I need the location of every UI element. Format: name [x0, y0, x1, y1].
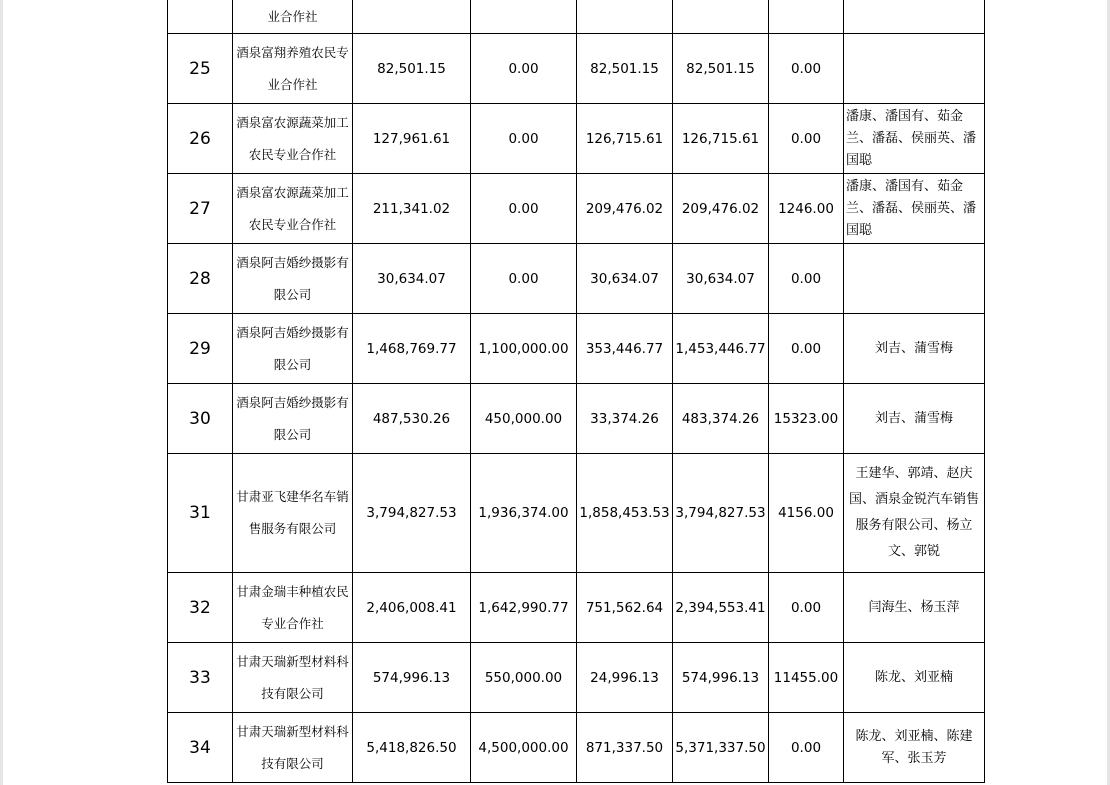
- amount-cell: 0.00: [471, 104, 577, 174]
- amount-cell: [471, 0, 577, 34]
- amount-cell: 1,642,990.77: [471, 573, 577, 643]
- amount-cell: 24,996.13: [577, 643, 673, 713]
- row-number: 33: [168, 643, 233, 713]
- amount-cell: 209,476.02: [673, 174, 769, 244]
- amount-cell: 2,406,008.41: [353, 573, 471, 643]
- amount-cell: 1,858,453.53: [577, 454, 673, 573]
- related-persons: [844, 0, 985, 34]
- related-persons: 陈龙、刘亚楠、陈建军、张玉芳: [844, 713, 985, 783]
- amount-cell: 0.00: [769, 104, 844, 174]
- amount-cell: 0.00: [769, 244, 844, 314]
- amount-cell: 450,000.00: [471, 384, 577, 454]
- row-number: 30: [168, 384, 233, 454]
- row-number: [168, 0, 233, 34]
- table-row: [168, 174, 985, 244]
- amount-cell: [577, 0, 673, 34]
- amount-cell: 211,341.02: [353, 174, 471, 244]
- company-name: 甘肃天瑞新型材料科技有限公司: [233, 713, 353, 783]
- amount-cell: 126,715.61: [577, 104, 673, 174]
- company-name: 酒泉阿吉婚纱摄影有限公司: [233, 384, 353, 454]
- row-number: 32: [168, 573, 233, 643]
- table-row: [168, 643, 985, 713]
- amount-cell: 871,337.50: [577, 713, 673, 783]
- company-name: 甘肃亚飞建华名车销售服务有限公司: [233, 454, 353, 573]
- related-persons: 王建华、郭靖、赵庆国、酒泉金锐汽车销售服务有限公司、杨立文、郭锐: [844, 454, 985, 573]
- amount-cell: 1246.00: [769, 174, 844, 244]
- amount-cell: 3,794,827.53: [673, 454, 769, 573]
- amount-cell: 15323.00: [769, 384, 844, 454]
- amount-cell: 0.00: [769, 34, 844, 104]
- amount-cell: 1,100,000.00: [471, 314, 577, 384]
- amount-cell: 574,996.13: [673, 643, 769, 713]
- table-row: [168, 104, 985, 174]
- amount-cell: 0.00: [769, 713, 844, 783]
- amount-cell: 0.00: [471, 174, 577, 244]
- row-number: 26: [168, 104, 233, 174]
- amount-cell: 0.00: [471, 244, 577, 314]
- table-row: [168, 314, 985, 384]
- amount-cell: 353,446.77: [577, 314, 673, 384]
- company-name: 甘肃金瑞丰种植农民专业合作社: [233, 573, 353, 643]
- amount-cell: 550,000.00: [471, 643, 577, 713]
- amount-cell: 30,634.07: [673, 244, 769, 314]
- amount-cell: 127,961.61: [353, 104, 471, 174]
- amount-cell: 30,634.07: [577, 244, 673, 314]
- company-name: 酒泉富农源蔬菜加工农民专业合作社: [233, 174, 353, 244]
- amount-cell: 1,936,374.00: [471, 454, 577, 573]
- amount-cell: 4156.00: [769, 454, 844, 573]
- company-name: 甘肃天瑞新型材料科技有限公司: [233, 643, 353, 713]
- amount-cell: 0.00: [471, 34, 577, 104]
- amount-cell: 574,996.13: [353, 643, 471, 713]
- amount-cell: 82,501.15: [673, 34, 769, 104]
- row-number: 28: [168, 244, 233, 314]
- table-row: [168, 34, 985, 104]
- amount-cell: 11455.00: [769, 643, 844, 713]
- related-persons: 刘吉、蒲雪梅: [844, 384, 985, 454]
- related-persons: [844, 244, 985, 314]
- amount-cell: 5,371,337.50: [673, 713, 769, 783]
- company-name: 酒泉富翔养殖农民专业合作社: [233, 34, 353, 104]
- row-number: 31: [168, 454, 233, 573]
- table-row: [168, 713, 985, 783]
- related-persons: 潘康、潘国有、茹金兰、潘磊、侯丽英、潘国聪: [844, 104, 985, 174]
- amount-cell: 1,453,446.77: [673, 314, 769, 384]
- amount-cell: 487,530.26: [353, 384, 471, 454]
- table-row: [168, 244, 985, 314]
- company-name: 业合作社: [233, 0, 353, 34]
- related-persons: 潘康、潘国有、茹金兰、潘磊、侯丽英、潘国聪: [844, 174, 985, 244]
- table-row: [168, 0, 985, 34]
- amount-cell: 0.00: [769, 314, 844, 384]
- amount-cell: 82,501.15: [353, 34, 471, 104]
- amount-cell: 483,374.26: [673, 384, 769, 454]
- row-number: 27: [168, 174, 233, 244]
- amount-cell: [353, 0, 471, 34]
- table-row: [168, 573, 985, 643]
- amount-cell: 1,468,769.77: [353, 314, 471, 384]
- company-name: 酒泉阿吉婚纱摄影有限公司: [233, 314, 353, 384]
- amount-cell: 209,476.02: [577, 174, 673, 244]
- amount-cell: [769, 0, 844, 34]
- company-name: 酒泉阿吉婚纱摄影有限公司: [233, 244, 353, 314]
- amount-cell: 30,634.07: [353, 244, 471, 314]
- amount-cell: 33,374.26: [577, 384, 673, 454]
- related-persons: 陈龙、刘亚楠: [844, 643, 985, 713]
- amount-cell: 4,500,000.00: [471, 713, 577, 783]
- amount-cell: 751,562.64: [577, 573, 673, 643]
- related-persons: 刘吉、蒲雪梅: [844, 314, 985, 384]
- amount-cell: 2,394,553.41: [673, 573, 769, 643]
- amount-cell: [673, 0, 769, 34]
- related-persons: 闫海生、杨玉萍: [844, 573, 985, 643]
- amount-cell: 5,418,826.50: [353, 713, 471, 783]
- related-persons: [844, 34, 985, 104]
- amount-cell: 82,501.15: [577, 34, 673, 104]
- row-number: 25: [168, 34, 233, 104]
- row-number: 29: [168, 314, 233, 384]
- amount-cell: 3,794,827.53: [353, 454, 471, 573]
- row-number: 34: [168, 713, 233, 783]
- amount-cell: 0.00: [769, 573, 844, 643]
- table-row: [168, 454, 985, 573]
- company-name: 酒泉富农源蔬菜加工农民专业合作社: [233, 104, 353, 174]
- amount-cell: 126,715.61: [673, 104, 769, 174]
- table-row: [168, 384, 985, 454]
- page-edge-left: [0, 0, 3, 785]
- data-table: [167, 0, 985, 783]
